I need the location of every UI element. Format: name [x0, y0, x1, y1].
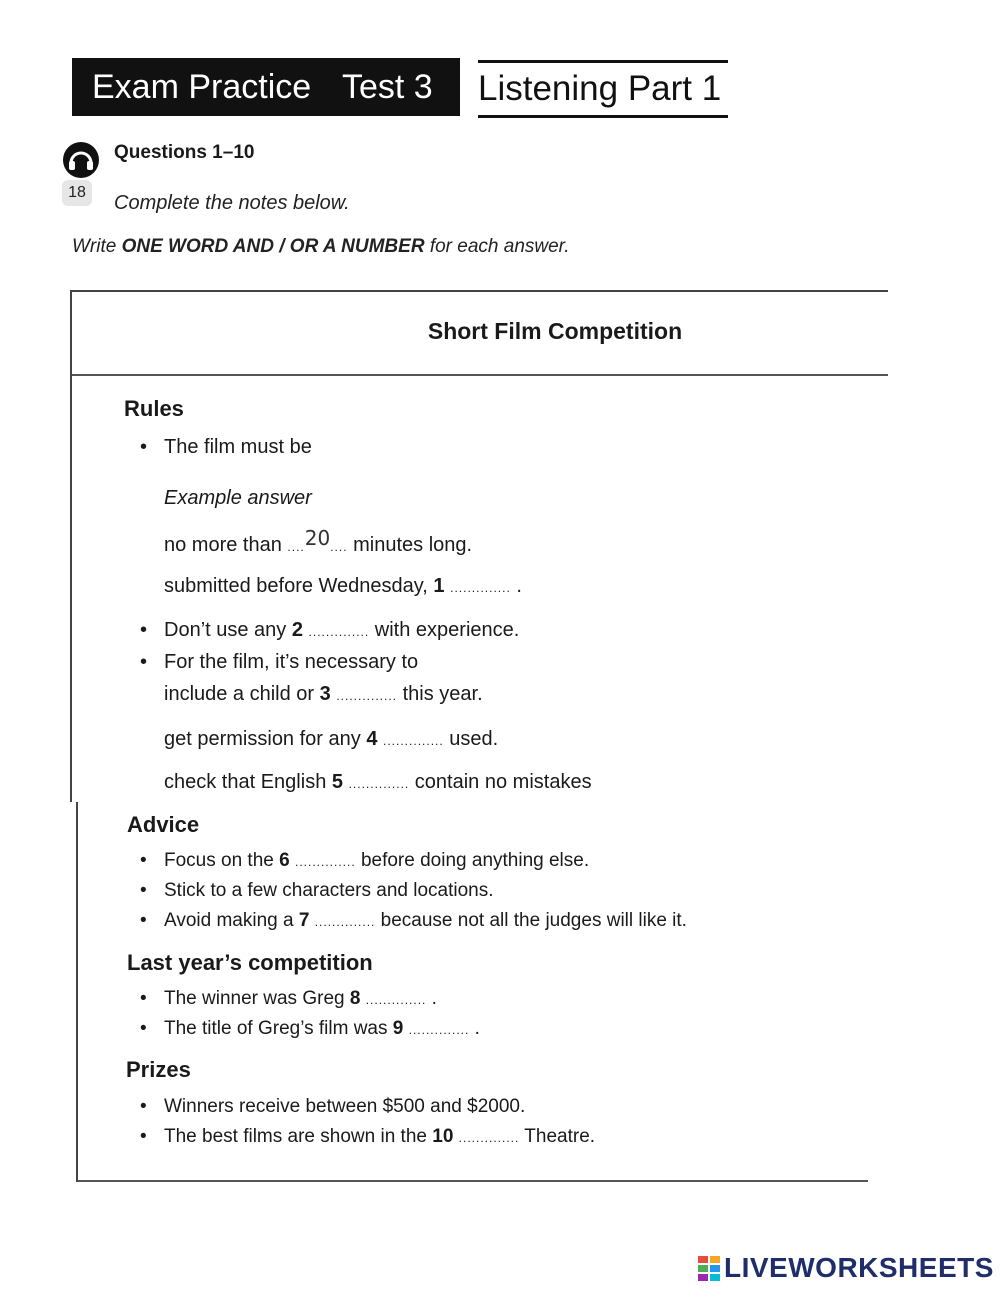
- headphones-icon: [62, 142, 100, 183]
- liveworksheets-logo-icon: [698, 1256, 722, 1284]
- example-answer: 20: [304, 526, 331, 550]
- answer-blank-10[interactable]: ..............: [458, 1131, 520, 1145]
- frame-line: [72, 290, 888, 292]
- frame-line: [78, 1180, 868, 1182]
- answer-blank-6[interactable]: ..............: [294, 855, 356, 869]
- question-1: submitted before Wednesday, 1 .............. .: [164, 575, 522, 597]
- frame-line: [76, 802, 78, 1182]
- question-6: • Focus on the 6 .............. before doing anything else.: [164, 850, 589, 872]
- subtitle: Listening Part 1: [478, 60, 728, 118]
- answer-blank-4[interactable]: ..............: [383, 734, 444, 748]
- questions-range: Questions 1–10: [114, 142, 255, 163]
- list-item: • For the film, it’s necessary to: [164, 651, 418, 674]
- frame-line: [70, 290, 72, 802]
- list-item: • The film must be: [164, 436, 312, 459]
- title-exam-practice: Exam Practice: [92, 68, 312, 106]
- instruction: Complete the notes below.: [114, 192, 350, 214]
- question-7: • Avoid making a 7 .............. because not all the judges will like it.: [164, 910, 687, 932]
- answer-blank-2[interactable]: ..............: [308, 625, 370, 639]
- list-item: • Stick to a few characters and locations.: [164, 880, 494, 902]
- section-heading-advice: Advice: [127, 812, 200, 837]
- answer-instruction: Write ONE WORD AND / OR A NUMBER for each answer.: [72, 236, 570, 257]
- form-title: Short Film Competition: [427, 318, 683, 344]
- answer-blank-9[interactable]: ..............: [408, 1023, 470, 1037]
- frame-line: [72, 374, 888, 376]
- answer-blank-7[interactable]: ..............: [314, 915, 376, 929]
- section-heading-prizes: Prizes: [126, 1057, 191, 1082]
- answer-blank-3[interactable]: ..............: [336, 689, 398, 703]
- title-block: [72, 58, 460, 116]
- question-5: check that English 5 .............. contain no mistakes: [164, 771, 592, 793]
- section-heading-last-year: Last year’s competition: [127, 950, 373, 975]
- example-label: Example answer: [164, 487, 312, 509]
- brand-name: LIVEWORKSHEETS: [724, 1252, 994, 1283]
- title-test-number: Test 3: [342, 68, 433, 106]
- question-9: • The title of Greg’s film was 9 .............. .: [164, 1018, 480, 1040]
- question-4: get permission for any 4 .............. used.: [164, 728, 499, 750]
- track-number: 18: [62, 180, 92, 206]
- list-item: • Winners receive between $500 and $2000.: [164, 1096, 525, 1118]
- answer-blank-8[interactable]: ..............: [365, 993, 427, 1007]
- section-heading-rules: Rules: [124, 396, 184, 421]
- question-8: • The winner was Greg 8 .............. .: [164, 988, 437, 1010]
- question-10: • The best films are shown in the 10 .............. Theatre.: [164, 1126, 595, 1148]
- example-line: no more than ....20.... minutes long.: [164, 526, 473, 556]
- question-3: include a child or 3 .............. this year.: [164, 683, 483, 705]
- answer-blank-5[interactable]: ..............: [348, 777, 410, 791]
- question-2: • Don’t use any 2 .............. with experience.: [164, 619, 519, 642]
- answer-blank-1[interactable]: ..............: [450, 581, 511, 595]
